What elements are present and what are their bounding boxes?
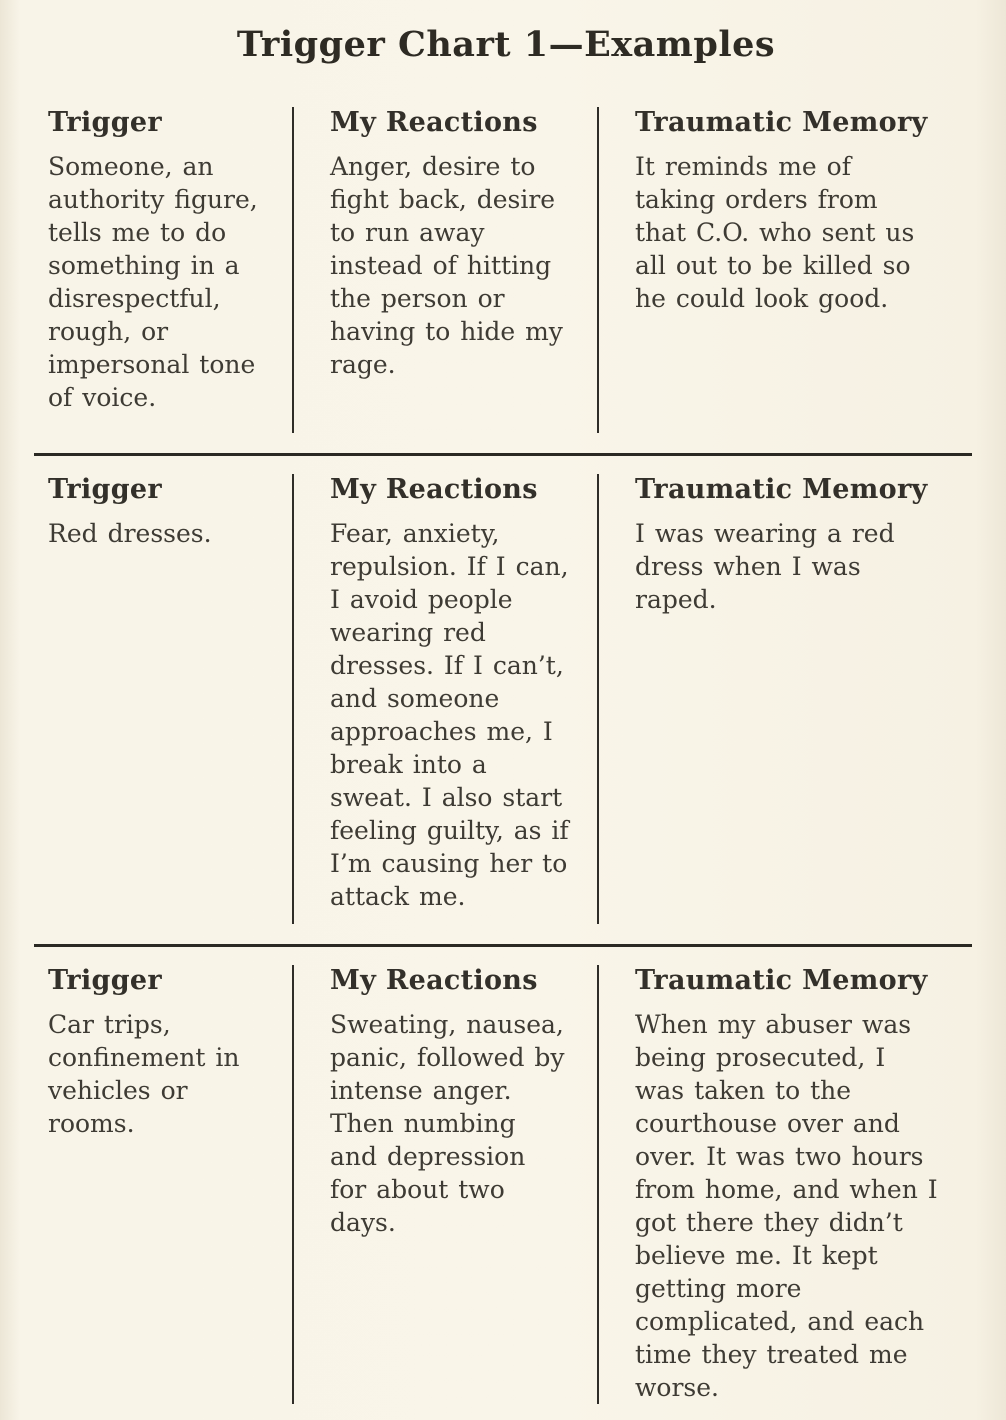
reactions-header: My Reactions	[330, 474, 538, 505]
memory-cell-3	[597, 965, 964, 1404]
trigger-cell-2	[48, 474, 292, 924]
reactions-cell-2	[292, 474, 597, 924]
trigger-text: Car trips, confinement in vehicles or rooms.	[48, 1010, 240, 1138]
trigger-text: Someone, an authority figure, tells me to do something in a disrespectful, rough, or impersonal tone of voice.	[48, 152, 258, 412]
trigger-header: Trigger	[48, 965, 162, 996]
trigger-text: Red dresses.	[48, 519, 212, 548]
reactions-header: My Reactions	[330, 965, 538, 996]
reactions-cell-1	[292, 107, 597, 433]
chart-row-1	[48, 95, 964, 449]
chart-row-2	[48, 462, 964, 940]
page-title: Trigger Chart 1—Examples	[236, 24, 776, 65]
memory-text: When my abuser was being prosecuted, I was taken to the courthouse over and over. It was two hours from home, and when I got there they didn’t believe me. It kept getting more complicated, and each time they treated me worse.	[635, 1010, 938, 1402]
memory-header: Traumatic Memory	[635, 474, 928, 505]
reactions-cell-3	[292, 965, 597, 1404]
trigger-header: Trigger	[48, 107, 162, 138]
memory-cell-2	[597, 474, 964, 924]
reactions-text: Sweating, nausea, panic, followed by intense anger. Then numbing and depression for about two days.	[330, 1010, 565, 1237]
memory-header: Traumatic Memory	[635, 107, 928, 138]
trigger-cell-3	[48, 965, 292, 1404]
chart-row-3	[48, 953, 964, 1420]
trigger-chart	[48, 95, 964, 1420]
memory-cell-1	[597, 107, 964, 433]
memory-text: I was wearing a red dress when I was raped.	[635, 519, 895, 614]
row-divider-1	[34, 453, 972, 456]
reactions-text: Anger, desire to fight back, desire to run away instead of hitting the person or having to hide my rage.	[330, 152, 563, 379]
reactions-header: My Reactions	[330, 107, 538, 138]
trigger-cell-1	[48, 107, 292, 433]
row-divider-2	[34, 944, 972, 947]
memory-header: Traumatic Memory	[635, 965, 928, 996]
trigger-header: Trigger	[48, 474, 162, 505]
reactions-text: Fear, anxiety, repulsion. If I can, I avoid people wearing red dresses. If I can’t, and someone approaches me, I break into a sweat. I also start feeling guilty, as if I’m causing her to attack me.	[330, 519, 569, 911]
memory-text: It reminds me of taking orders from that C.O. who sent us all out to be killed so he could look good.	[635, 152, 915, 313]
